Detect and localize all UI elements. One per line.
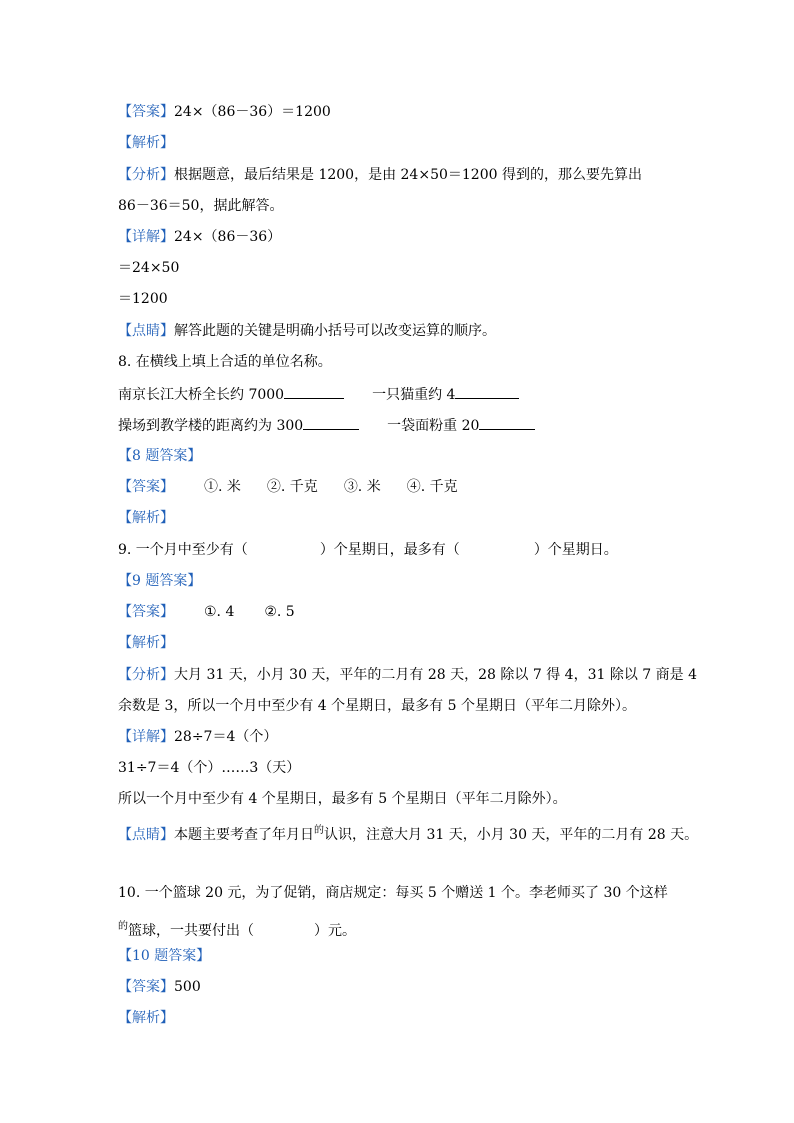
q8-row-1 bbox=[118, 384, 519, 405]
q10-small: 的 bbox=[118, 921, 128, 932]
calc-step-1: ＝24×50 bbox=[118, 260, 180, 276]
q9-xiangjie-text: 28÷7＝4（个） bbox=[174, 729, 278, 745]
xiangjie-tag: 【详解】 bbox=[118, 229, 174, 245]
q8-blank-2 bbox=[455, 384, 519, 399]
question-10-line-2 bbox=[118, 917, 356, 941]
q9-fenxi-tag: 【分析】 bbox=[118, 667, 174, 683]
q9-analysis-heading: 【解析】 bbox=[118, 635, 174, 651]
q8-blank-4 bbox=[479, 415, 535, 430]
q8-blank-3 bbox=[303, 415, 359, 430]
fenxi-line-2: 86－36＝50，据此解答。 bbox=[118, 198, 284, 214]
q10-answer-heading: 【10 题答案】 bbox=[118, 948, 211, 964]
q10-analysis-heading: 【解析】 bbox=[118, 1010, 174, 1026]
q8-analysis-heading: 【解析】 bbox=[118, 510, 174, 526]
q8-item-a: 南京长江大桥全长约 7000 bbox=[118, 387, 285, 403]
q8-answer-3: ③. 米 bbox=[343, 479, 381, 495]
fenxi-tag: 【分析】 bbox=[118, 167, 174, 183]
q10-answer-line bbox=[118, 977, 201, 997]
dianjing-line bbox=[118, 321, 496, 341]
q9-fenxi-line bbox=[118, 665, 697, 685]
fenxi-text: 根据题意，最后结果是 1200，是由 24×50＝1200 得到的，那么要先算出 bbox=[174, 167, 642, 183]
q9-answer-1: ①. 4 bbox=[204, 604, 235, 620]
q8-item-b: 一只猫重约 4 bbox=[372, 387, 456, 403]
q9-dianjing-tag: 【点睛】 bbox=[118, 827, 174, 843]
q10-answer-tag: 【答案】 bbox=[118, 979, 174, 995]
q9-fenxi-text: 大月 31 天，小月 30 天，平年的二月有 28 天，28 除以 7 得 4，31 除以 7 商是 4 bbox=[174, 667, 698, 683]
calc-step-2: ＝1200 bbox=[118, 291, 168, 307]
q9-fenxi-line-2: 余数是 3，所以一个月中至少有 4 个星期日，最多有 5 个星期日（平年二月除外）。 bbox=[118, 698, 636, 714]
xiangjie-text: 24×（86－36） bbox=[174, 229, 282, 245]
q9-part-b: ）个星期日，最多有（ bbox=[319, 542, 460, 558]
q9-xiangjie-line bbox=[118, 727, 277, 747]
q10-part-b: 篮球，一共要付出（ bbox=[128, 923, 254, 939]
q9-answer-tag: 【答案】 bbox=[118, 604, 174, 620]
q9-answer-line bbox=[118, 602, 295, 622]
q9-part-a: 9. 一个月中至少有（ bbox=[118, 542, 248, 558]
q8-answer-tag: 【答案】 bbox=[118, 479, 174, 495]
answer-line bbox=[118, 102, 331, 122]
question-9 bbox=[118, 540, 618, 560]
q8-answer-line bbox=[118, 477, 458, 497]
q8-item-d: 一袋面粉重 20 bbox=[387, 418, 480, 434]
q9-dianjing-small: 的 bbox=[314, 825, 324, 836]
q10-answer-text: 500 bbox=[174, 979, 201, 995]
analysis-tag: 【解析】 bbox=[118, 135, 174, 151]
q8-item-c: 操场到教学楼的距离约为 300 bbox=[118, 418, 304, 434]
answer-tag: 【答案】 bbox=[118, 104, 174, 120]
answer-text: 24×（86－36）＝1200 bbox=[174, 104, 331, 120]
q8-blank-1 bbox=[284, 384, 344, 399]
q9-dianjing-text-b: 认识，注意大月 31 天，小月 30 天，平年的二月有 28 天。 bbox=[324, 827, 699, 843]
q9-conclusion: 所以一个月中至少有 4 个星期日，最多有 5 个星期日（平年二月除外）。 bbox=[118, 791, 567, 807]
q9-calc-step: 31÷7＝4（个）……3（天） bbox=[118, 760, 301, 776]
q8-answer-4: ④. 千克 bbox=[406, 479, 458, 495]
q10-part-c: ）元。 bbox=[314, 923, 356, 939]
dianjing-text: 解答此题的关键是明确小括号可以改变运算的顺序。 bbox=[174, 323, 496, 339]
fenxi-line bbox=[118, 165, 642, 185]
q9-dianjing-line bbox=[118, 821, 698, 845]
question-10: 10. 一个篮球 20 元，为了促销，商店规定：每买 5 个赠送 1 个。李老师买了 30 个这样 bbox=[118, 885, 668, 901]
analysis-heading bbox=[118, 133, 174, 153]
q9-answer-heading: 【9 题答案】 bbox=[118, 573, 202, 589]
q8-answer-2: ②. 千克 bbox=[266, 479, 318, 495]
xiangjie-line bbox=[118, 227, 281, 247]
question-8: 8. 在横线上填上合适的单位名称。 bbox=[118, 354, 332, 370]
q9-xiangjie-tag: 【详解】 bbox=[118, 729, 174, 745]
q8-row-2 bbox=[118, 415, 535, 436]
q9-dianjing-text-a: 本题主要考查了年月日 bbox=[174, 827, 314, 843]
q9-part-c: ）个星期日。 bbox=[533, 542, 618, 558]
q9-answer-2: ②. 5 bbox=[264, 604, 295, 620]
q8-answer-heading: 【8 题答案】 bbox=[118, 448, 202, 464]
q8-answer-1: ①. 米 bbox=[204, 479, 241, 495]
dianjing-tag: 【点睛】 bbox=[118, 323, 174, 339]
